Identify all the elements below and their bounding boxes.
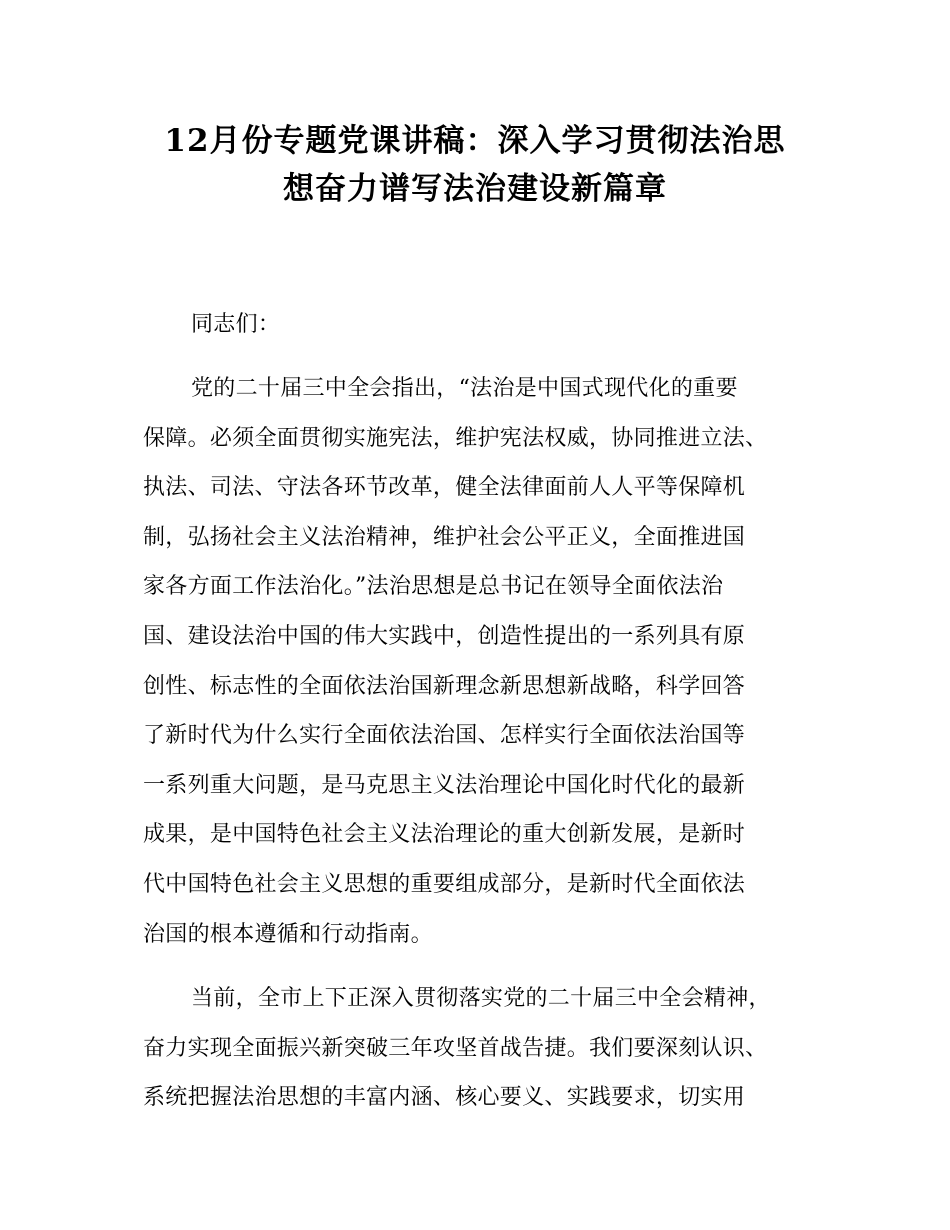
paragraph-line: 保障。必须全面贯彻实施宪法，维护宪法权威，协同推进立法、 <box>143 425 768 451</box>
paragraph-line: 奋力实现全面振兴新突破三年攻坚首战告捷。我们要深刻认识、 <box>143 1035 768 1061</box>
paragraph-line: 成果，是中国特色社会主义法治理论的重大创新发展，是新时 <box>143 822 746 848</box>
paragraph-2 <box>143 974 823 1123</box>
paragraph-line: 党的二十届三中全会指出，“法治是中国式现代化的重要 <box>191 376 738 401</box>
salutation-text: 同志们： <box>191 312 281 337</box>
paragraph-line: 执法、司法、守法各环节改革，健全法律面前人人平等保障机 <box>143 475 746 501</box>
salutation <box>143 300 823 350</box>
paragraph-line: 代中国特色社会主义思想的重要组成部分，是新时代全面依法 <box>143 871 746 897</box>
document-title <box>100 117 850 213</box>
paragraph-line: 当前，全市上下正深入贯彻落实党的二十届三中全会精神， <box>191 986 771 1011</box>
paragraph-line: 制，弘扬社会主义法治精神，维护社会公平正义，全面推进国 <box>143 524 746 550</box>
paragraph-line: 创性、标志性的全面依法治国新理念新思想新战略，科学回答 <box>143 673 746 699</box>
paragraph-line: 国、建设法治中国的伟大实践中，创造性提出的一系列具有原 <box>143 623 746 649</box>
paragraph-line: 一系列重大问题，是马克思主义法治理论中国化时代化的最新 <box>143 772 746 798</box>
paragraph-line: 系统把握法治思想的丰富内涵、核心要义、实践要求，切实用 <box>143 1085 746 1111</box>
title-line-2: 想奋力谱写法治建设新篇章 <box>283 171 667 207</box>
paragraph-line: 家各方面工作法治化。”法治思想是总书记在领导全面依法治 <box>143 574 724 600</box>
paragraph-line: 治国的根本遵循和行动指南。 <box>143 921 433 947</box>
title-line-1: 12月份专题党课讲稿：深入学习贯彻法治思 <box>164 123 786 159</box>
paragraph-line: 了新时代为什么实行全面依法治国、怎样实行全面依法治国等 <box>143 723 746 749</box>
paragraph-1 <box>143 364 823 959</box>
